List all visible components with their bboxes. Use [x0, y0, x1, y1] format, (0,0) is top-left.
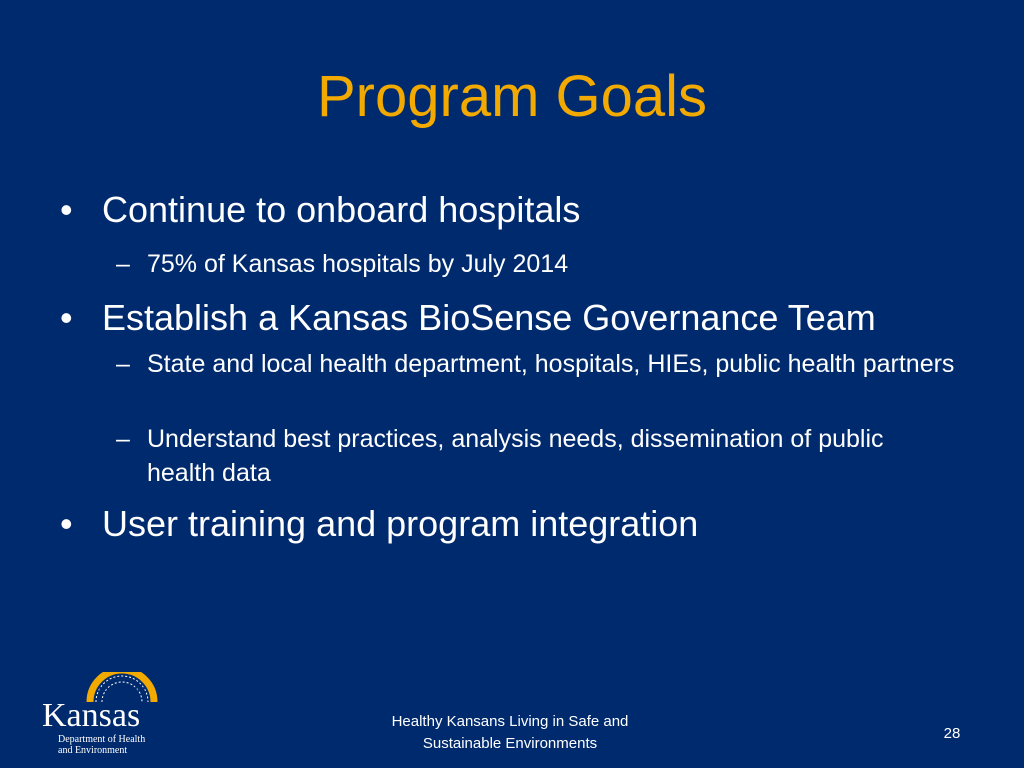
- bullet-marker: •: [60, 503, 73, 544]
- bullet-text: User training and program integration: [102, 503, 699, 544]
- bullet-marker: •: [60, 297, 73, 338]
- sub-bullet-marker: –: [116, 425, 130, 453]
- footer-line-2: Sustainable Environments: [422, 735, 598, 752]
- sub-bullet-marker: –: [116, 350, 130, 378]
- logo-subtitle-line2: and Environment: [58, 745, 128, 756]
- slide-title: Program Goals: [316, 64, 708, 129]
- footer-line-1: Healthy Kansans Living in Safe and: [391, 713, 629, 730]
- sub-bullet-marker: –: [116, 250, 130, 278]
- logo-arc-text: AD ASTRA PER ASPERA: [99, 686, 145, 691]
- page-number: 28: [943, 725, 961, 742]
- sub-bullet-text: State and local health department, hospitals, HIEs, public health partners: [147, 350, 955, 378]
- sub-bullet-text: 75% of Kansas hospitals by July 2014: [147, 250, 569, 278]
- logo-subtitle-line1: Department of Health: [58, 734, 146, 745]
- footer-text: [350, 711, 670, 755]
- logo-wordmark: Kansas: [42, 697, 141, 734]
- kdhe-logo: [40, 672, 170, 760]
- bullet-marker: •: [60, 189, 73, 230]
- sub-bullet-text: Understand best practices, analysis needs, dissemination of public health data: [147, 425, 884, 487]
- bullet-text: Establish a Kansas BioSense Governance Team: [102, 297, 876, 338]
- bullet-text: Continue to onboard hospitals: [102, 189, 581, 230]
